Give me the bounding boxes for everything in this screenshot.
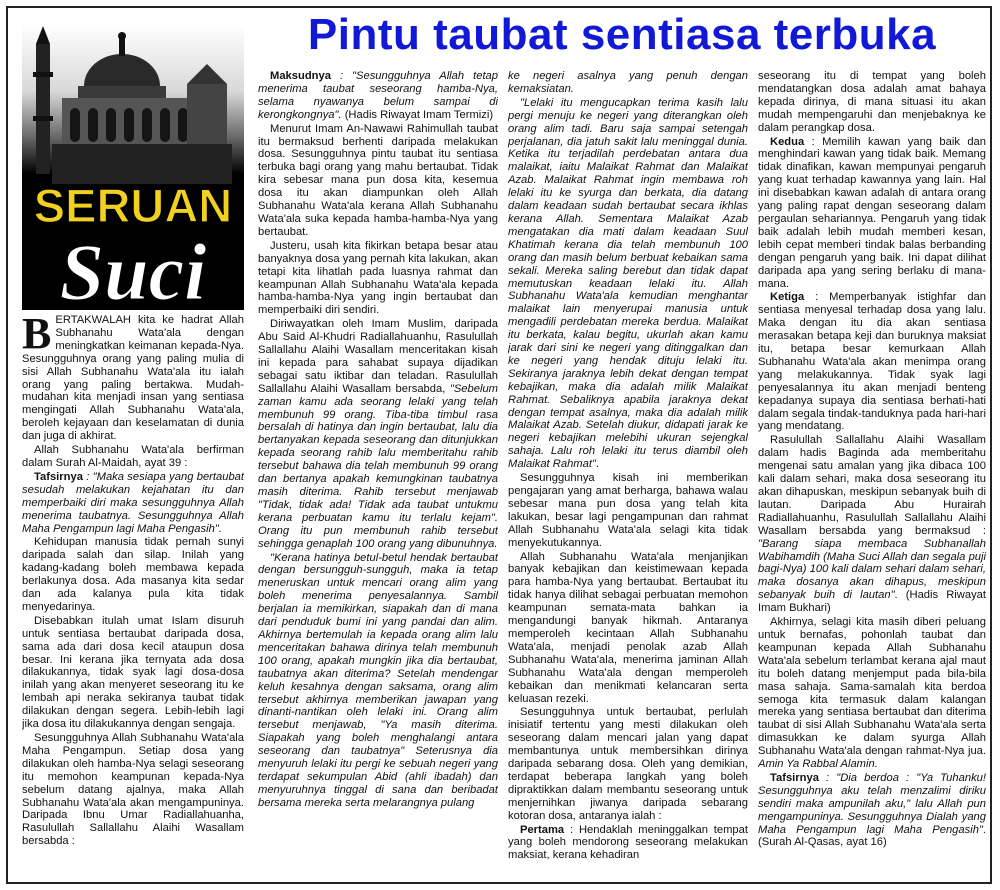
hadith-story-text: "Kerana hatinya betul-betul hendak bertaubat dengan bersungguh-sungguh, maka ia tetap meneruskan untuk mencari orang alim yang boleh menerima penyesalannya. Sambil berjalan ia memikirkan, siapakah dan di mana dari penduduk bumi ini yang pandai dan alim. Akhirnya bertemulah ia kepada orang alim lalu menceritakan bahawa dirinya telah membunuh 100 orang, apakah mungkin jika dia bertaubat, taubatnya akan diterima? Setelah mendengar keluh kesahnya dengan saksama, orang alim tersebut akhirnya memberikan jawapan yang dinanti-nantikan oleh lelaki ini. Orang alim tersebut menjawab, "Ya masih diterima. Siapakah yang boleh menghalangi antara seseorang dan taubatnya" Seterusnya dia menyuruh lelaki itu pergi ke sebuah negeri yang terdapat sekumpulan Abid (ahli ibadah) dan menyuruhnya tinggal di sana dan beribadat bersama mereka serta melarangnya pulang — [258, 551, 498, 809]
paragraph-text: Diriwayatkan oleh Imam Muslim, daripada Abu Said Al-Khudri Radiallahuanhu, Rasulullah Sallallahu Alaihi Wasallam menceritakan kisah ini kepada para sahabat supaya dijadikan sebagai satu iktibar dan teladan. Rasulullah Sallallahu Alaihi Wasallam bersabda, — [258, 318, 498, 395]
step-text: : Hendaklah meninggalkan tempat yang boleh mendorong seseorang melakukan maksiat, kerana kehadiran — [508, 823, 748, 862]
paragraph: Disebabkan itulah umat Islam disuruh untuk sentiasa bertaubat daripada dosa, sama ada dari dosa kecil ataupun dosa besar. Ini kerana jika ternyata ada dosa dilakukannya, tidak syak lagi dosa-dosa inilah yang akan menyeret seseorang itu ke lembah api neraka sekiranya taubat tidak dilakukan dengan segera. Lebih-lebih lagi jika dosa itu dilakukannya dengan sengaja. — [22, 614, 244, 731]
quote-paragraph — [22, 471, 244, 536]
paragraph: Sesungguhnya untuk bertaubat, perlulah inisiatif tertentu yang mesti dilakukan oleh seseorang dalam mencari jalan yang dapat membantunya untuk membersihkan dirinya daripada sebarang dosa. Oleh yang demikian, terdapat beberapa langkah yang boleh dipraktikkan dalam membantu seseorang untuk menjernihkan jiwanya daripada sebarang kotoran dosa, antaranya ialah : — [508, 706, 748, 822]
logo-word-seruan: SERUAN — [33, 179, 233, 232]
seruan-suci-logo — [22, 24, 244, 310]
hadith-story-text: "Lelaki itu mengucapkan terima kasih lalu pergi menuju ke negeri yang diterangkan oleh orang alim tadi. Baru saja sampai setengah perjalanan, dia jatuh sakit lalu meninggal dunia. Ketika itu terjadilah perdebatan antara dua malaikat, iaitu Malaikat Rahmat dan Malaikat Azab. Malaikat Rahmat ingin membawa roh lelaki itu ke syurga dan berkata, dia datang dalam keadaan sudah bertaubat secara ikhlas kerana Allah. Sementara Malaikat Azab mengatakan dia mati dalam keadaan Suul Khatimah kerana dia telah membunuh 100 orang dan masih belum berbuat kebaikan sama sekali. Mereka saling berebut dan tidak dapat memutuskan keadaan lelaki itu. Allah Subhanahu Wata'ala kemudian menghantar malaikat lain menyerupai manusia untuk mengadili perdebatan mereka berdua. Malaikat itu berkata, kalau begitu, ukurlah akan kamu jarak dari sini ke negeri yang ditinggalkan dan ke negeri yang hendak dituju lelaki itu. Sekiranya jaraknya lebih dekat dengan tempat kebajikan, maka dia adalah milik Malaikat Rahmat. Sebaliknya apabila jaraknya dekat dengan tempat asalnya, maka dia adalah milik Malaikat Azab. Setelah diukur, didapati jarak ke negeri kebajikan melebihi ukuran sejengkal sahaja. Lalu roh lelaki itu terus diambil oleh Malaikat Rahmat" — [508, 96, 748, 471]
quote-label: Maksudnya — [270, 70, 331, 82]
quote-paragraph — [258, 70, 498, 122]
article-headline: Pintu taubat sentiasa terbuka — [307, 10, 937, 59]
quote-text: : "Dia berdoa : "Ya Tuhanku! Sesungguhnya aku telah menzalimi diriku sendiri maka ampunilah aku," lalu Allah pun mengampuninya. Sesungguhnya Dialah yang Maha Pengampun lagi Maha Pengasih" — [758, 771, 986, 836]
paragraph: seseorang itu di tempat yang boleh mendatangkan dosa adalah amat bahaya kepada dirinya, di mana situasi itu akan mudah mempengaruhi dan menjebaknya ke dalam perangkap dosa. — [758, 70, 986, 134]
paragraph-text: Rasulullah Sallallahu Alaihi Wasallam dalam hadis Baginda ada memberitahu mengenai satu amalan yang jika dibaca 100 kali dalam sehari, maka dosa seseorang itu akan dihapuskan, meskipun sebanyak buih di lautan. Daripada Abu Hurairah Radiallahuanhu, Rasulullah Sallallahu Alaihi Wasallam bersabda yang bermaksud : — [758, 434, 986, 537]
quote-text: : "Sesungguhnya Allah tetap menerima taubat seseorang hamba-Nya, selama nyawanya belum sampai di kerongkongnya". — [258, 70, 498, 121]
quote-reference: . (Surah Al-Qasas, ayat 16) — [758, 823, 986, 849]
quote-label: Tafsirnya — [770, 771, 819, 784]
paragraph — [758, 616, 986, 771]
quote-paragraph — [758, 772, 986, 849]
article-column-2 — [258, 70, 498, 882]
paragraph — [508, 97, 748, 471]
article-column-1 — [22, 314, 244, 880]
quote-reference: (Hadis Riwayat Imam Termizi) — [341, 108, 494, 121]
intro-paragraph — [22, 314, 244, 443]
drop-cap: B — [22, 314, 52, 358]
quote-text: : "Maka sesiapa yang bertaubat sesudah melakukan kejahatan itu dan memperbaiki diri maka sesungguhnya Allah menerima taubatnya. Sesungguhnya Allah Maha Pengampun lagi Maha Pengasih". — [22, 470, 244, 535]
step-paragraph — [508, 824, 748, 863]
step-text: : Memperbanyak istighfar dan sentiasa menyesal terhadap dosa yang lalu. Maka dengan itu dia akan sentiasa merasakan betapa keji dan buruknya maksiat itu, betapa besar kemurkaan Allah Subhanahu Wata'ala akan menimpa orang yang melakukannya. Tidak syak lagi penyesalannya itu akan menjadi benteng kepadanya supaya dia sentiasa berhati-hati dalam segala tindak-tanduknya pada hari-hari yang mendatang. — [758, 291, 986, 433]
quote-label: Tafsirnya — [34, 470, 83, 483]
hadith-story-text: "Sebelum zaman kamu ada seorang lelaki yang telah membunuh 99 orang. Tiba-tiba timbul rasa bersalah di hatinya dan ingin bertaubat, lalu dia bertanyakan kepada seseorang dan ditunjukkan kepada seorang rahib lalu memberitahu rahib tersebut bahawa dia telah membunuh 99 orang dan bertanya apakah kemungkinan taubatnya masih diterima. Rahib tersebut menjawab "Tidak, tidak ada! Tidak ada taubat untukmu kerana perbuatan kamu itu terlalu kejam". Orang itu pun membunuh rahib tersebut sehingga genaplah 100 orang yang dibunuhnya. — [258, 382, 498, 550]
article-column-4 — [758, 70, 986, 882]
paragraph — [508, 70, 748, 96]
paragraph: Sesungguhnya kisah ini memberikan pengajaran yang amat berharga, bahawa walau sebesar mana pun dosa yang telah kita lakukan, besar lagi pengampunan dan rahmat Allah Subhanahu Wata'ala selagi kita tidak menyekutukannya. — [508, 472, 748, 549]
paragraph: Sesungguhnya Allah Subhanahu Wata'ala Maha Pengampun. Setiap dosa yang dilakukan oleh hamba-Nya selagi seseorang itu memohon keampunan kepada-Nya sebelum datang ajalnya, maka Allah Subhanahu Wata'ala akan mengampuninya. Daripada Ibnu Umar Radiallahuanha, Rasulullah Sallallahu Alaihi Wasallam bersabda : — [22, 732, 244, 848]
paragraph — [758, 434, 986, 615]
quote-reference: . (Hadis Riwayat Imam Bukhari) — [758, 589, 986, 615]
paragraph: Allah Subhanahu Wata'ala menjanjikan banyak kebajikan dan keistimewaan kepada para hamba-Nya yang bertaubat. Bertaubat itu tidak hanya dilihat sebagai perbuatan memohon keampunan semata-mata bahkan ia mengandungi banyak hikmah. Antaranya memperoleh kecintaan Allah Subhanahu Wata'ala, menjadi penolak azab Allah Subhanahu Wata'ala, menerima jaminan Allah Subhanahu Wata'ala dengan memperoleh kebaikan dan menikmati kelancaran serta keluasan rezeki. — [508, 550, 748, 705]
step-label: Ketiga — [770, 291, 805, 304]
paragraph: Kehidupan manusia tidak pernah sunyi daripada salah dan silap. Inilah yang kadang-kadang boleh membawa kepada berlakunya dosa. Ada masanya kita sedar dan ada kalanya pula kita tidak menyedarinya. — [22, 536, 244, 613]
step-paragraph — [758, 291, 986, 433]
paragraph: Allah Subhanahu Wata'ala berfirman dalam Surah Al-Maidah, ayat 39 : — [22, 444, 244, 469]
logo-word-suci: Suci — [59, 229, 207, 310]
closing-prayer: Amin Ya Rabbal Alamin. — [758, 758, 878, 771]
paragraph: Menurut Imam An-Nawawi Rahimullah taubat itu bermaksud berhenti daripada melakukan dosa. Sesungguhnya pintu taubat itu sentiasa terbuka bagi orang yang mahu bertaubat. Tidak kira sebesar mana pun dosa kita, kesemua dosa itu akan diampunkan oleh Allah Subhanahu Wata'ala kerana Allah Subhanahu Wata'ala suka kepada hamba-hamba-Nya yang bertaubat. — [258, 122, 498, 238]
article-column-3 — [508, 70, 748, 882]
paragraph: Justeru, usah kita fikirkan betapa besar atau banyaknya dosa yang pernah kita lakukan, akan tetapi kita lihatlah pada luasnya rahmat dan keampunan Allah Subhanahu Wata'ala kepada hamba-hamba-Nya yang ingin bertaubat dan memperbaiki diri sendiri. — [258, 239, 498, 317]
punctuation: . — [595, 458, 600, 471]
paragraph-text: Akhirnya, selagi kita masih diberi peluang untuk bernafas, pohonlah taubat dan keampunan kepada Allah Subhanahu Wata'ala sebelum terlambat kerana ajal maut itu boleh datang menjemput pada bila-bila masa sahaja. Sama-samalah kita berdoa semoga kita termasuk dalam kalangan mereka yang sentiasa bertaubat dan diterima taubat di sisi Allah Subhanahu Wata'ala serta dimasukkan ke dalam syurga Allah Subhanahu Wata'ala dengan rahmat-Nya jua. — [758, 616, 986, 758]
step-label: Pertama — [520, 823, 565, 836]
hadith-story-text: ke negeri asalnya yang penuh dengan kemaksiatan. — [508, 70, 748, 95]
paragraph — [258, 318, 498, 550]
mosque-logo-icon — [22, 24, 244, 310]
step-text: : Memilih kawan yang baik dan menghindari kawan yang tidak baik. Memang tidak dinafikan, kawan mempunyai pengaruh yang kuat terhadap kawannya yang lain. Hal ini disebabkan kawan adalah di antara orang yang paling rapat dengan seseorang dalam pergaulan sehariannya. Pengaruh yang tidak baik adalah lebih mudah memberi kesan, lebih cepat memberi tindak balas berbanding dengan pengaruh yang baik. Ini dapat dilihat daripada apa yang sering berlaku di mana-mana. — [758, 135, 986, 290]
hadith-text: "Barang siapa membaca Subhanallah Wabihamdih (Maha Suci Allah dan segala puji bagi-Nya) 100 kali dalam sehari dalam sehari, maka dosanya akan dihapus, meskipun sebanyak buih di lautan" — [758, 537, 986, 602]
step-paragraph — [758, 136, 986, 291]
step-label: Kedua — [770, 135, 805, 148]
intro-text: ERTAKWALAH kita ke hadrat Allah Subhanahu Wata'ala dengan meningkatkan keimanan kepada-Nya. Sesungguhnya orang yang paling mulia di sisi Allah Subhanahu Wata'ala itu ialah orang yang paling bertakwa. Mudah-mudahan kita menjadi insan yang sentiasa mengingati Allah Subhanahu Wata'ala, beroleh kejayaan dan keselamatan di dunia dan juga di akhirat. — [22, 314, 244, 443]
paragraph — [258, 552, 498, 810]
